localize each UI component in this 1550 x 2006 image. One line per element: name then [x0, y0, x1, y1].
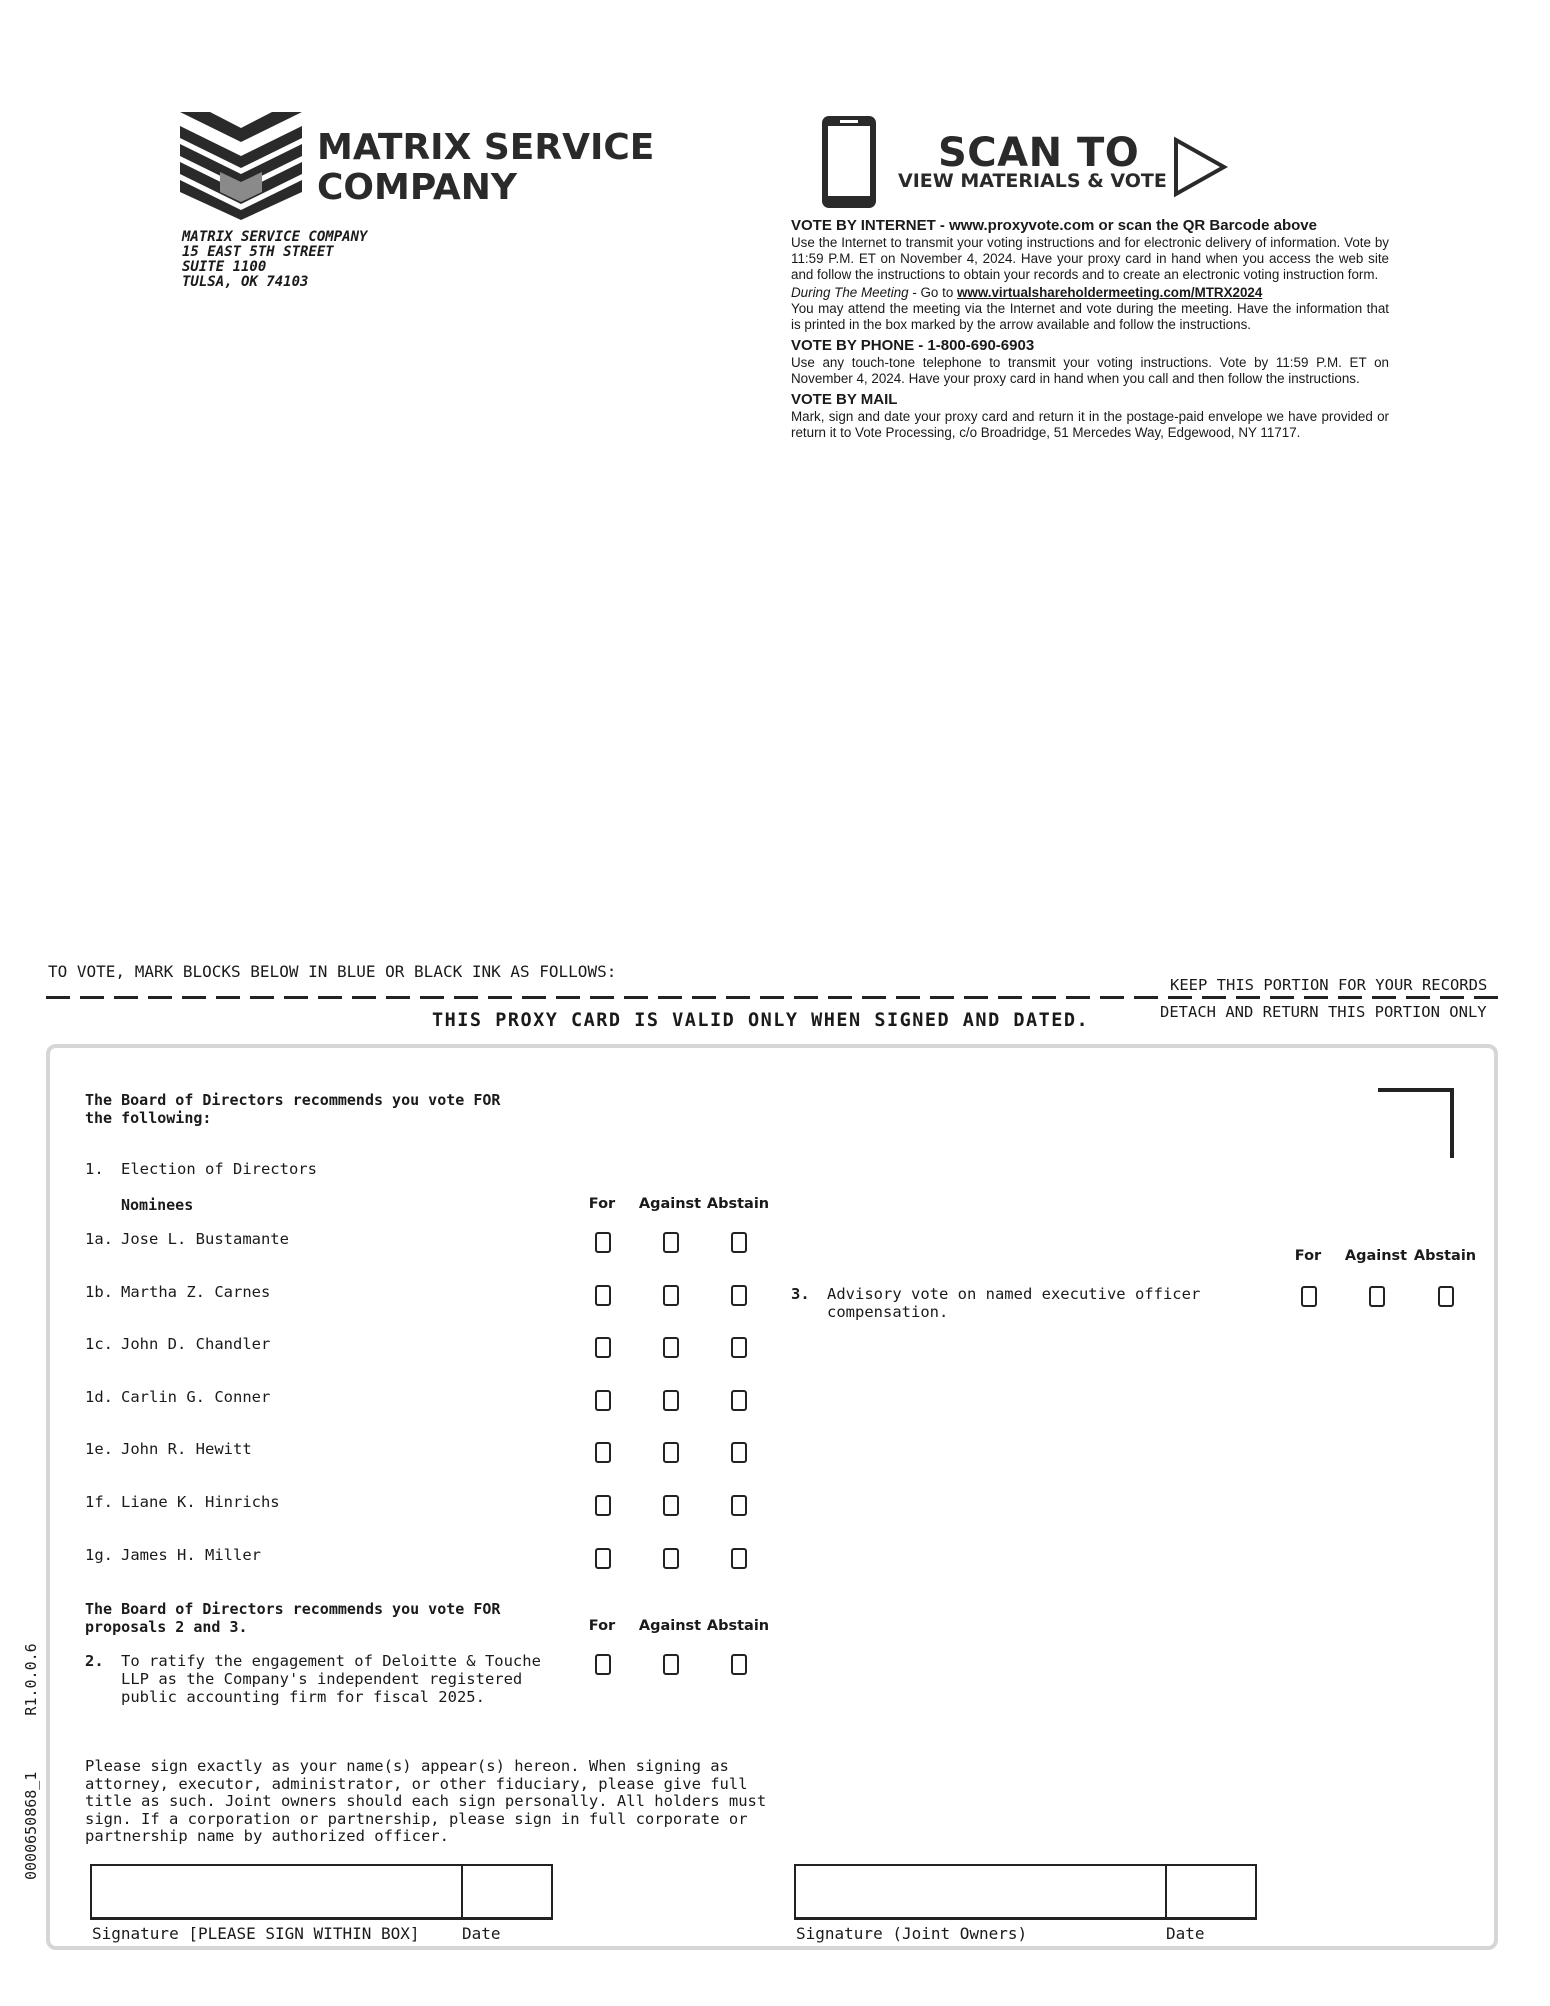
nominee-code: 1g.: [85, 1546, 113, 1564]
sign-instruction-line: attorney, executor, administrator, or other fiduciary, please give full: [85, 1774, 748, 1793]
keep-portion-label: KEEP THIS PORTION FOR YOUR RECORDS: [1170, 976, 1488, 994]
signature-box[interactable]: [90, 1864, 463, 1920]
joint-date-label: Date: [1166, 1924, 1205, 1943]
sign-instruction-line: title as such. Joint owners should each sign personally. All holders must: [85, 1792, 767, 1810]
nominee-against-checkbox[interactable]: [663, 1285, 679, 1306]
meeting-text: You may attend the meeting via the Internet and vote during the meeting. Have the information that is printed in the box marked by the arrow available and follow the instructions.: [791, 301, 1389, 332]
item2-line: LLP as the Company's independent registered: [121, 1670, 523, 1688]
nominee-code: 1d.: [85, 1388, 113, 1406]
signature-date-box[interactable]: [461, 1864, 553, 1920]
nominees-header: Nominees: [121, 1196, 194, 1214]
item2-against-checkbox[interactable]: [663, 1654, 679, 1675]
nominee-code: 1e.: [85, 1440, 113, 1458]
nominee-name: John R. Hewitt: [121, 1440, 252, 1458]
vote-phone-heading: VOTE BY PHONE - 1-800-690-6903: [791, 337, 1035, 354]
item1-label: Election of Directors: [121, 1160, 317, 1178]
recommend-line: proposals 2 and 3.: [85, 1618, 248, 1636]
mark-blocks-instruction: TO VOTE, MARK BLOCKS BELOW IN BLUE OR BLACK INK AS FOLLOWS:: [48, 962, 617, 981]
scan-title: SCAN TO: [938, 130, 1140, 176]
item2-abstain-checkbox[interactable]: [731, 1654, 747, 1675]
col-header-against: Against: [638, 1196, 702, 1212]
company-address: [182, 230, 367, 290]
detach-line: [46, 996, 1498, 999]
vote-internet-text: Use the Internet to transmit your voting instructions and for electronic delivery of information. Vote by 11:59 P.M. ET on November 4, 2024. Have your proxy card in hand when you access the web site and follow the instructions to obtain your records and to create an electronic voting instruction form.: [791, 235, 1389, 282]
address-line: TULSA, OK 74103: [182, 274, 309, 290]
nominee-abstain-checkbox[interactable]: [731, 1495, 747, 1516]
nominee-name: Carlin G. Conner: [121, 1388, 271, 1406]
nominee-against-checkbox[interactable]: [663, 1232, 679, 1253]
revision-code: R1.0.0.6: [22, 1643, 40, 1716]
company-name-line1: MATRIX SERVICE: [317, 127, 655, 168]
joint-date-box[interactable]: [1165, 1864, 1257, 1920]
signature-instructions: [85, 1758, 766, 1846]
joint-signature-box[interactable]: [794, 1864, 1167, 1920]
meeting-label: During The Meeting: [791, 285, 909, 300]
nominee-against-checkbox[interactable]: [663, 1442, 679, 1463]
company-name-line2: COMPANY: [317, 167, 517, 208]
joint-signature-label: Signature (Joint Owners): [796, 1924, 1028, 1943]
vote-phone-text: Use any touch-tone telephone to transmit your voting instructions. Vote by 11:59 P.M. ET on November 4, 2024. Have your proxy card in hand when you call and then follow the instructions.: [791, 355, 1389, 386]
nominee-code: 1c.: [85, 1335, 113, 1353]
voting-instructions: [791, 216, 1389, 441]
col-header-abstain: Abstain: [706, 1618, 770, 1634]
meeting-line: [791, 285, 1389, 301]
nominee-abstain-checkbox[interactable]: [731, 1442, 747, 1463]
item3-abstain-checkbox[interactable]: [1438, 1286, 1454, 1307]
item3-number: 3.: [791, 1285, 810, 1303]
item2-line: public accounting firm for fiscal 2025.: [121, 1688, 485, 1706]
nominee-code: 1f.: [85, 1493, 113, 1511]
col-header-abstain: Abstain: [1413, 1248, 1477, 1264]
nominee-for-checkbox[interactable]: [595, 1495, 611, 1516]
play-arrow-icon: [1172, 136, 1228, 198]
address-line: MATRIX SERVICE COMPANY: [182, 229, 368, 245]
vertical-control-codes: [22, 1643, 40, 1880]
corner-mark: [1378, 1088, 1454, 1158]
nominee-for-checkbox[interactable]: [595, 1390, 611, 1411]
col-header-for: For: [588, 1196, 616, 1212]
vote-mail-heading: VOTE BY MAIL: [791, 391, 898, 408]
item2-text: [121, 1652, 541, 1706]
nominee-abstain-checkbox[interactable]: [731, 1337, 747, 1358]
detach-portion-label: DETACH AND RETURN THIS PORTION ONLY: [1160, 1003, 1487, 1021]
nominee-code: 1b.: [85, 1283, 113, 1301]
nominee-for-checkbox[interactable]: [595, 1285, 611, 1306]
address-line: 15 EAST 5TH STREET: [182, 244, 334, 260]
meeting-goto: - Go to: [908, 285, 957, 300]
recommend-line: the following:: [85, 1109, 212, 1127]
item2-line: To ratify the engagement of Deloitte & Touche: [121, 1652, 541, 1670]
chevron-stack-logo: [180, 112, 302, 220]
nominee-against-checkbox[interactable]: [663, 1390, 679, 1411]
nominee-name: Liane K. Hinrichs: [121, 1493, 280, 1511]
address-line: SUITE 1100: [182, 259, 267, 275]
meeting-url-link[interactable]: www.virtualshareholdermeeting.com/MTRX2024: [956, 285, 1263, 300]
item1-number: 1.: [85, 1160, 104, 1178]
item3-against-checkbox[interactable]: [1369, 1286, 1385, 1307]
item3-line: Advisory vote on named executive officer: [827, 1285, 1201, 1303]
nominee-for-checkbox[interactable]: [595, 1548, 611, 1569]
sign-instruction-line: Please sign exactly as your name(s) appear(s) hereon. When signing as: [85, 1757, 729, 1775]
scan-subtitle: VIEW MATERIALS & VOTE: [898, 170, 1167, 192]
nominee-name: Jose L. Bustamante: [121, 1230, 289, 1248]
recommend-heading-2: [85, 1600, 500, 1636]
col-header-against: Against: [1344, 1248, 1408, 1264]
col-header-for: For: [588, 1618, 616, 1634]
nominee-name: Martha Z. Carnes: [121, 1283, 271, 1301]
signature-date-label: Date: [462, 1924, 501, 1943]
item2-for-checkbox[interactable]: [595, 1654, 611, 1675]
recommend-line: The Board of Directors recommends you vote FOR: [85, 1091, 501, 1109]
nominee-abstain-checkbox[interactable]: [731, 1285, 747, 1306]
vote-mail-text: Mark, sign and date your proxy card and return it in the postage-paid envelope we have provided or return it to Vote Processing, c/o Broadridge, 51 Mercedes Way, Edgewood, NY 11717.: [791, 409, 1389, 440]
valid-notice: THIS PROXY CARD IS VALID ONLY WHEN SIGNED AND DATED.: [432, 1010, 1090, 1031]
col-header-abstain: Abstain: [706, 1196, 770, 1212]
nominee-abstain-checkbox[interactable]: [731, 1548, 747, 1569]
nominee-code: 1a.: [85, 1230, 113, 1248]
nominee-for-checkbox[interactable]: [595, 1442, 611, 1463]
nominee-name: James H. Miller: [121, 1546, 261, 1564]
nominee-for-checkbox[interactable]: [595, 1337, 611, 1358]
recommend-line: The Board of Directors recommends you vote FOR: [85, 1600, 501, 1618]
item3-text: [827, 1285, 1200, 1321]
signature-label: Signature [PLEASE SIGN WITHIN BOX]: [92, 1924, 420, 1943]
nominee-name: John D. Chandler: [121, 1335, 271, 1353]
smartphone-icon: [820, 114, 878, 210]
sign-instruction-line: sign. If a corporation or partnership, please sign in full corporate or: [85, 1809, 748, 1828]
nominee-against-checkbox[interactable]: [663, 1548, 679, 1569]
item3-for-checkbox[interactable]: [1301, 1286, 1317, 1307]
nominee-against-checkbox[interactable]: [663, 1495, 679, 1516]
item3-line: compensation.: [827, 1303, 949, 1321]
nominee-abstain-checkbox[interactable]: [731, 1232, 747, 1253]
nominee-against-checkbox[interactable]: [663, 1337, 679, 1358]
nominee-for-checkbox[interactable]: [595, 1232, 611, 1253]
job-code: 0000650868_1: [22, 1771, 40, 1880]
sign-instruction-line: partnership name by authorized officer.: [85, 1827, 449, 1845]
col-header-for: For: [1294, 1248, 1322, 1264]
vote-internet-heading: VOTE BY INTERNET - www.proxyvote.com or scan the QR Barcode above: [791, 217, 1317, 234]
recommend-heading-1: [85, 1091, 500, 1127]
col-header-against: Against: [638, 1618, 702, 1634]
nominee-abstain-checkbox[interactable]: [731, 1390, 747, 1411]
item2-number: 2.: [85, 1652, 104, 1670]
